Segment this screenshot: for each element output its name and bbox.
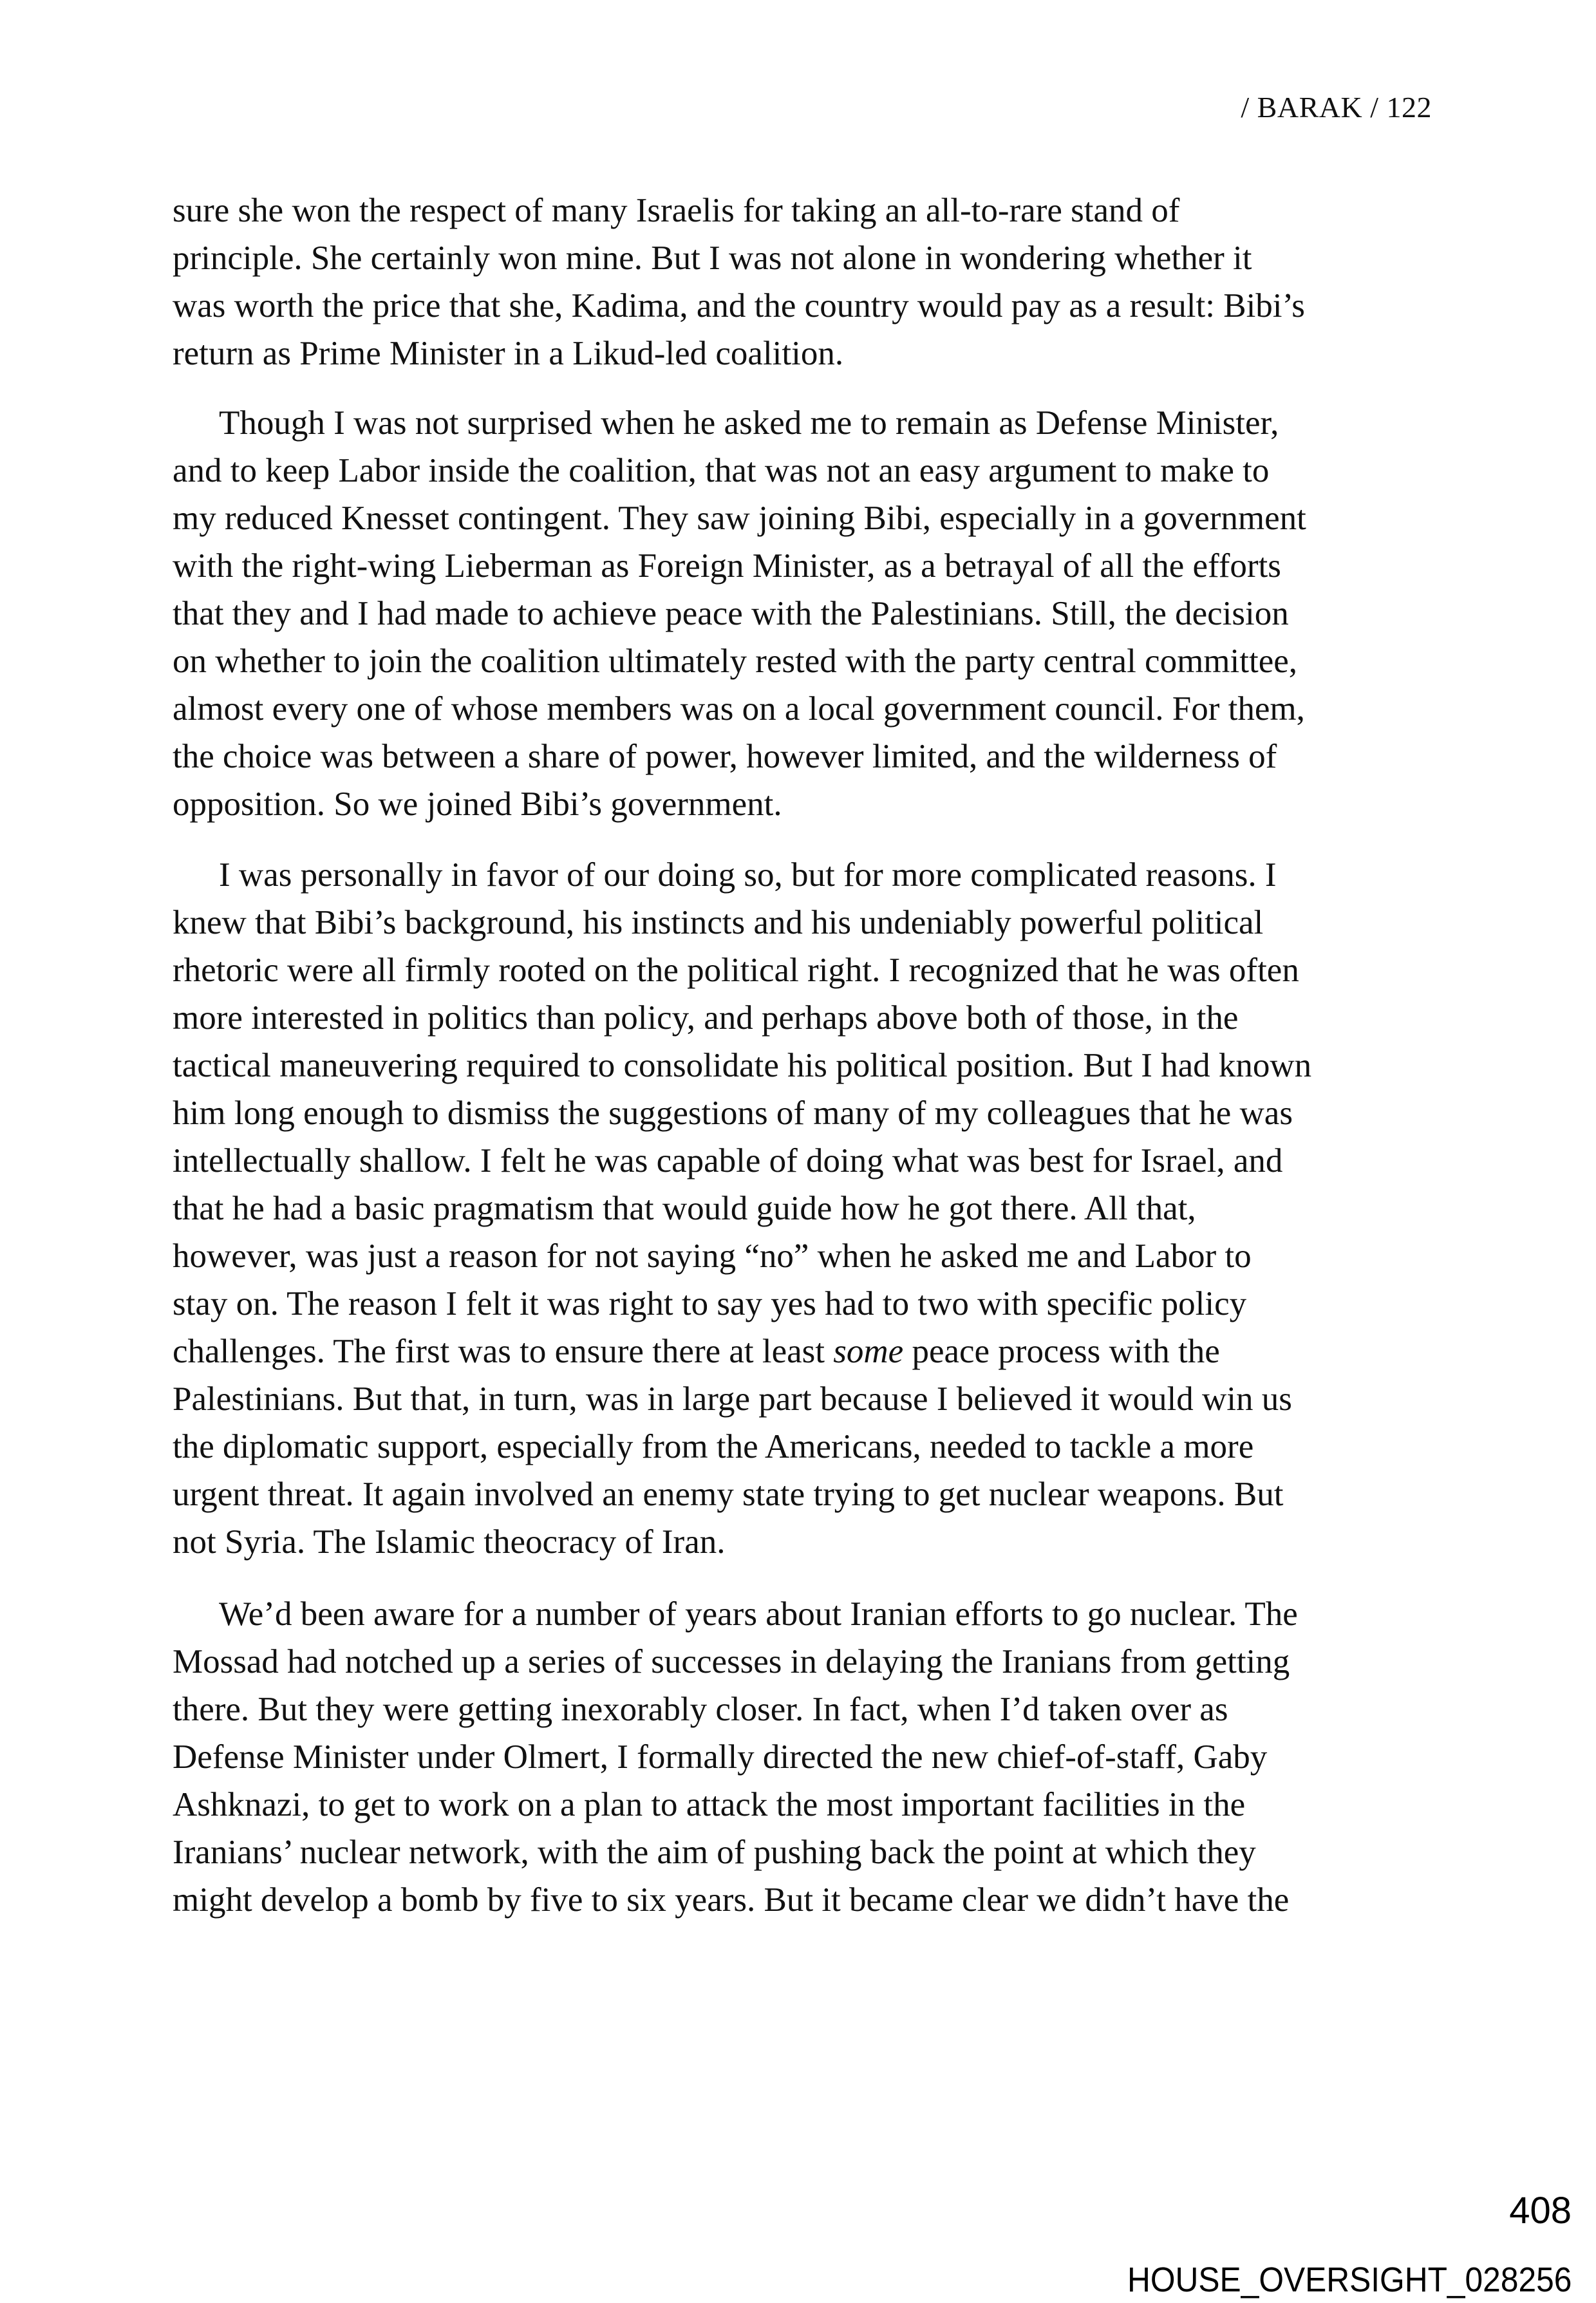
text-line: my reduced Knesset contingent. They saw joining Bibi, especially in a government xyxy=(173,500,1306,537)
text-line: the choice was between a share of power, however limited, and the wilderness of xyxy=(173,738,1277,775)
paragraph-2 xyxy=(173,399,1434,828)
text-line: Ashknazi, to get to work on a plan to attack the most important facilities in the xyxy=(173,1786,1246,1823)
paragraph-4 xyxy=(173,1590,1434,1924)
text-line: almost every one of whose members was on a local government council. For them, xyxy=(173,690,1305,728)
text-line: opposition. So we joined Bibi’s government. xyxy=(173,785,782,823)
paragraph-1 xyxy=(173,187,1434,377)
text-line: was worth the price that she, Kadima, and the country would pay as a result: Bibi’s xyxy=(173,287,1305,324)
running-head: / BARAK / 122 xyxy=(1241,91,1432,124)
paragraph-3 xyxy=(173,851,1434,1566)
text-line: principle. She certainly won mine. But I was not alone in wondering whether it xyxy=(173,240,1252,277)
text-line: intellectually shallow. I felt he was capable of doing what was best for Israel, and xyxy=(173,1142,1283,1180)
text-segment: challenges. The first was to ensure there at least xyxy=(173,1333,834,1370)
bates-stamp: HOUSE_OVERSIGHT_028256 xyxy=(1127,2261,1572,2299)
body-text xyxy=(173,187,1434,1941)
text-line: with the right-wing Lieberman as Foreign Minister, as a betrayal of all the efforts xyxy=(173,547,1281,585)
text-line: urgent threat. It again involved an enemy state trying to get nuclear weapons. But xyxy=(173,1476,1284,1513)
text-line: that they and I had made to achieve peace with the Palestinians. Still, the decision xyxy=(173,595,1289,632)
text-line: Palestinians. But that, in turn, was in large part because I believed it would win us xyxy=(173,1380,1292,1418)
text-line: stay on. The reason I felt it was right to say yes had to two with specific policy xyxy=(173,1285,1247,1322)
text-line-with-emphasis xyxy=(173,1328,1434,1375)
text-line: Iranians’ nuclear network, with the aim of pushing back the point at which they xyxy=(173,1834,1256,1871)
text-line: Mossad had notched up a series of successes in delaying the Iranians from getting xyxy=(173,1643,1290,1680)
text-line: knew that Bibi’s background, his instincts and his undeniably powerful political xyxy=(173,904,1264,941)
text-line: not Syria. The Islamic theocracy of Iran. xyxy=(173,1523,726,1561)
text-segment: peace process with the xyxy=(903,1333,1220,1370)
text-line: rhetoric were all firmly rooted on the political right. I recognized that he was often xyxy=(173,952,1299,989)
text-line: tactical maneuvering required to consolidate his political position. But I had known xyxy=(173,1047,1312,1084)
page-number: 408 xyxy=(1509,2190,1572,2232)
text-line: the diplomatic support, especially from the Americans, needed to tackle a more xyxy=(173,1428,1254,1465)
text-line: that he had a basic pragmatism that would guide how he got there. All that, xyxy=(173,1190,1196,1227)
text-line: more interested in politics than policy, and perhaps above both of those, in the xyxy=(173,999,1239,1037)
text-line: him long enough to dismiss the suggestions of many of my colleagues that he was xyxy=(173,1095,1293,1132)
text-line: Defense Minister under Olmert, I formally directed the new chief-of-staff, Gaby xyxy=(173,1738,1268,1776)
text-line: might develop a bomb by five to six years. But it became clear we didn’t have the xyxy=(173,1881,1290,1919)
text-line: sure she won the respect of many Israelis for taking an all-to-rare stand of xyxy=(173,192,1180,229)
text-line: We’d been aware for a number of years about Iranian efforts to go nuclear. The xyxy=(219,1595,1298,1633)
text-line: however, was just a reason for not saying “no” when he asked me and Labor to xyxy=(173,1237,1252,1275)
emphasis-some: some xyxy=(833,1333,904,1370)
text-line: and to keep Labor inside the coalition, that was not an easy argument to make to xyxy=(173,452,1270,489)
text-line: Though I was not surprised when he asked me to remain as Defense Minister, xyxy=(219,404,1279,442)
text-line: return as Prime Minister in a Likud-led coalition. xyxy=(173,335,844,372)
text-line: there. But they were getting inexorably closer. In fact, when I’d taken over as xyxy=(173,1691,1228,1728)
text-line: on whether to join the coalition ultimately rested with the party central committee, xyxy=(173,643,1298,680)
text-line: I was personally in favor of our doing so, but for more complicated reasons. I xyxy=(219,856,1277,894)
